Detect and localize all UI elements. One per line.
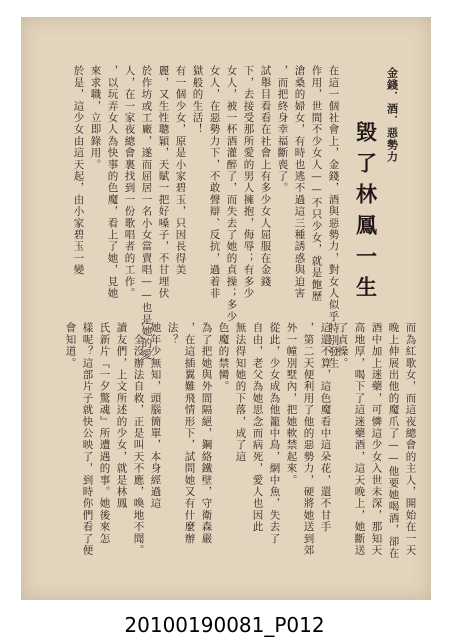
text-column: 自由，老父為她思念而病死，愛人也因此 [251, 322, 264, 533]
article-headline: 毀了林鳳一生 [353, 121, 379, 307]
text-column: 麗，又生性聰穎，天賦一把好嗓子，不甘埋伏 [157, 65, 170, 299]
text-column: 在這一個社會上，金錢，酒與惡勢力，對女人似乎特別發生 [327, 65, 340, 370]
text-column: 有一個少女，原是小家碧玉，只因長得美 [174, 65, 187, 276]
text-column: 了貞操。 [336, 322, 349, 369]
text-column: 高地厚，喝下了這迷藥酒，這天晚上，她斷送 [353, 322, 366, 556]
text-column: 無法得知她的下落，成了這 [234, 322, 247, 463]
text-column: 於是，這少女由這天起，由小家碧玉一變 [72, 65, 85, 276]
text-column: ，而把終身幸福斷喪了。 [276, 65, 289, 194]
text-column: 樣呢？這部片子就快公映了，到時你們看了便 [81, 322, 94, 556]
text-column: 來求職，立即錄用。 [89, 65, 102, 171]
text-column: 於作坊或工廠，遂而屈居一名小女當賣唱——也是她的愛 [140, 65, 153, 361]
text-column: 從此，少女成為他籠中鳥，網中魚，失去了 [268, 322, 281, 545]
text-column: ，在這插翼難飛情形下，試問她又有什麼辦 [183, 322, 196, 545]
text-column: 讀友們，上文所述的少女，就是林鳳 [115, 322, 128, 510]
text-column: 外一幢別墅內，把她軟禁起來。 [285, 322, 298, 486]
text-column: 會知道。 [64, 322, 77, 369]
text-column: ，全沒辦法自救，正是叫天不應，喚地不聞。 [132, 322, 145, 556]
text-column: 獄般的生活！ [191, 65, 204, 136]
article-kicker: 金錢．酒．惡勢力 [385, 67, 399, 163]
text-column: 她年少無知，頭腦簡單，本身經過這 [149, 322, 162, 510]
text-column: 色魔的禁臠。 [217, 322, 230, 393]
text-column: ，第二天便利用了他的惡勢力，硬將她送到郊 [302, 322, 315, 556]
text-column: 下，去接受那所愛的男人擁抱，侮辱；有多少 [242, 65, 255, 299]
text-column: 女人，被一杯酒灌醉了，而失去了她的貞操；多少 [225, 65, 238, 323]
text-column: 氏新片『一夕驚魂』所遭遇的事。她後來怎 [98, 322, 111, 545]
text-column: ，以玩弄女人為快事的色魔，看上了她，見她 [106, 65, 119, 299]
text-column: 酒中加上迷藥，可憐這少女入世未深，那知天 [370, 322, 383, 556]
text-column: 作用，世間不少女人——不只少女，就是飽歷 [310, 65, 323, 302]
text-column: 為了把她與外間隔絕，鋼絡鐵壁，守衛森嚴 [200, 322, 213, 545]
text-column: 晚上伸展出他的魔爪了——他要她喝酒，卻在 [387, 322, 400, 559]
text-column: 滄桑的婦女，有時也逃不過這三種誘惑與迫害 [293, 65, 306, 299]
text-column: 這還不算，這色魔看中這朵花，還不甘手 [319, 322, 332, 533]
text-column: 女人，在惡勢力下，不敢聲辯、反抗，過着非 [208, 65, 221, 299]
text-column: 法？ [166, 322, 179, 346]
document-page [21, 17, 431, 600]
text-column: 人，在一家夜總會裏找到一份歌唱者的工作。 [123, 65, 136, 299]
archive-caption: 20100190081_P012 [124, 613, 325, 637]
text-column: 而為紅歌女，而這夜總會的主人，開始在一天 [404, 322, 417, 556]
text-column: 試舉目看看在社會上有多少女人屈服在金錢 [259, 65, 272, 288]
